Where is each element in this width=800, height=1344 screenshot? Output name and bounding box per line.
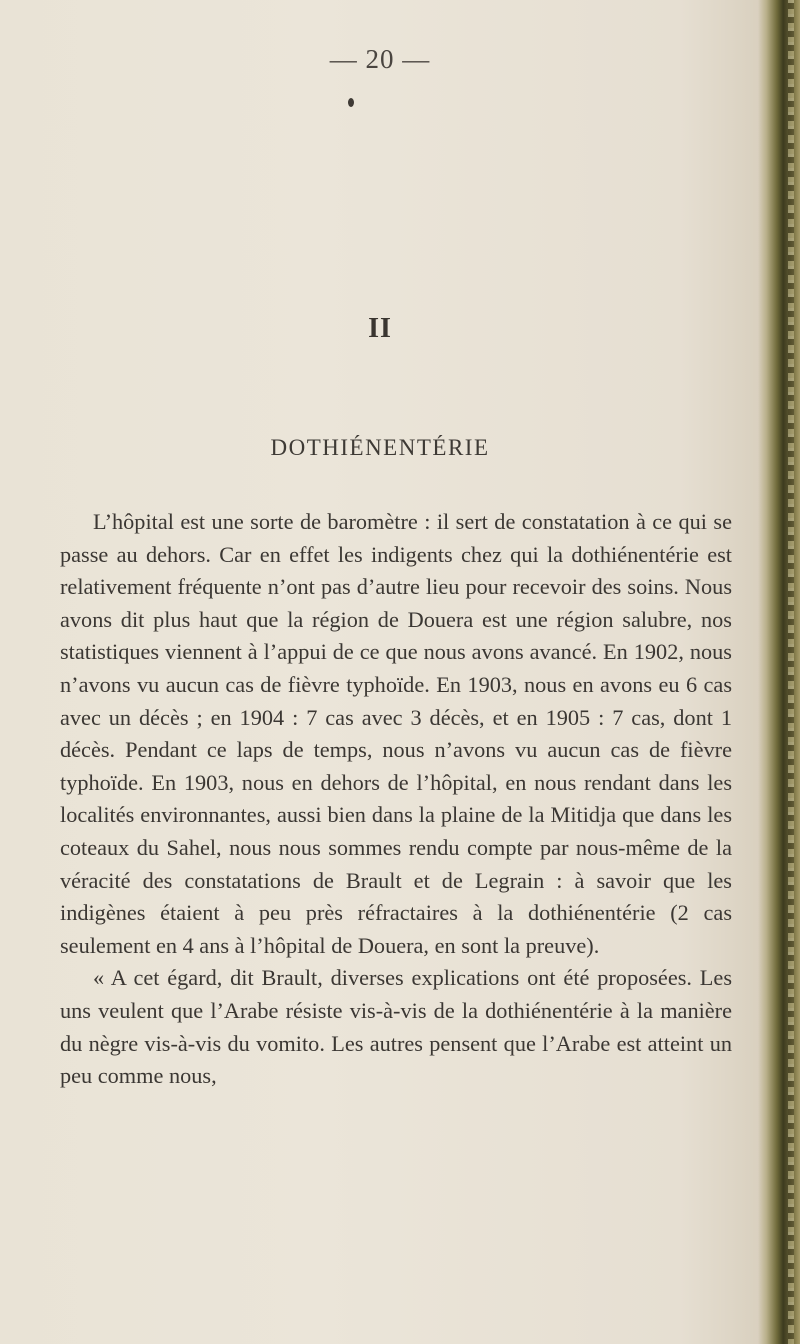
binding-edge xyxy=(758,0,800,1344)
section-title: DOTHIÉNENTÉRIE xyxy=(270,435,490,460)
page-number: — 20 — xyxy=(329,44,431,74)
section-numeral: II xyxy=(368,313,392,344)
paragraph-2: « A cet égard, dit Brault, diverses explications ont été proposées. Les uns veulent que l’Arabe résiste vis-à-vis de la dothiénentérie à la manière du nègre vis-à-vis du vomito. Les autres pensent que l’Arabe est atteint un peu comme nous, xyxy=(60,965,732,1089)
ink-spot xyxy=(348,98,354,107)
paragraph-1: L’hôpital est une sorte de baromètre : il sert de constatation à ce qui se passe au dehors. Car en effet les indigents chez qui la dothiénentérie est relativement fréquente n’ont pas d’autre lieu pour recevoir des soins. Nous avons dit plus haut que la région de Douera est une région salubre, nos statistiques viennent à l’appui de ce que nous avons avancé. En 1902, nous n’avons vu aucun cas de fièvre typhoïde. En 1903, nous en avons eu 6 cas avec un décès ; en 1904 : 7 cas avec 3 décès, et en 1905 : 7 cas, dont 1 décès. Pendant ce laps de temps, nous n’avons vu aucun cas de fièvre typhoïde. En 1903, nous en dehors de l’hôpital, en nous rendant dans les localités environnantes, aussi bien dans la plaine de la Mitidja que dans les coteaux du Sahel, nous nous sommes rendu compte par nous-même de la véracité des constatations de Brault et de Legrain : à savoir que les indigènes étaient à peu près réfractaires à la dothiénentérie (2 cas seulement en 4 ans à l’hôpital de Douera, en sont la preuve). xyxy=(60,509,732,958)
body-text xyxy=(60,506,732,1093)
